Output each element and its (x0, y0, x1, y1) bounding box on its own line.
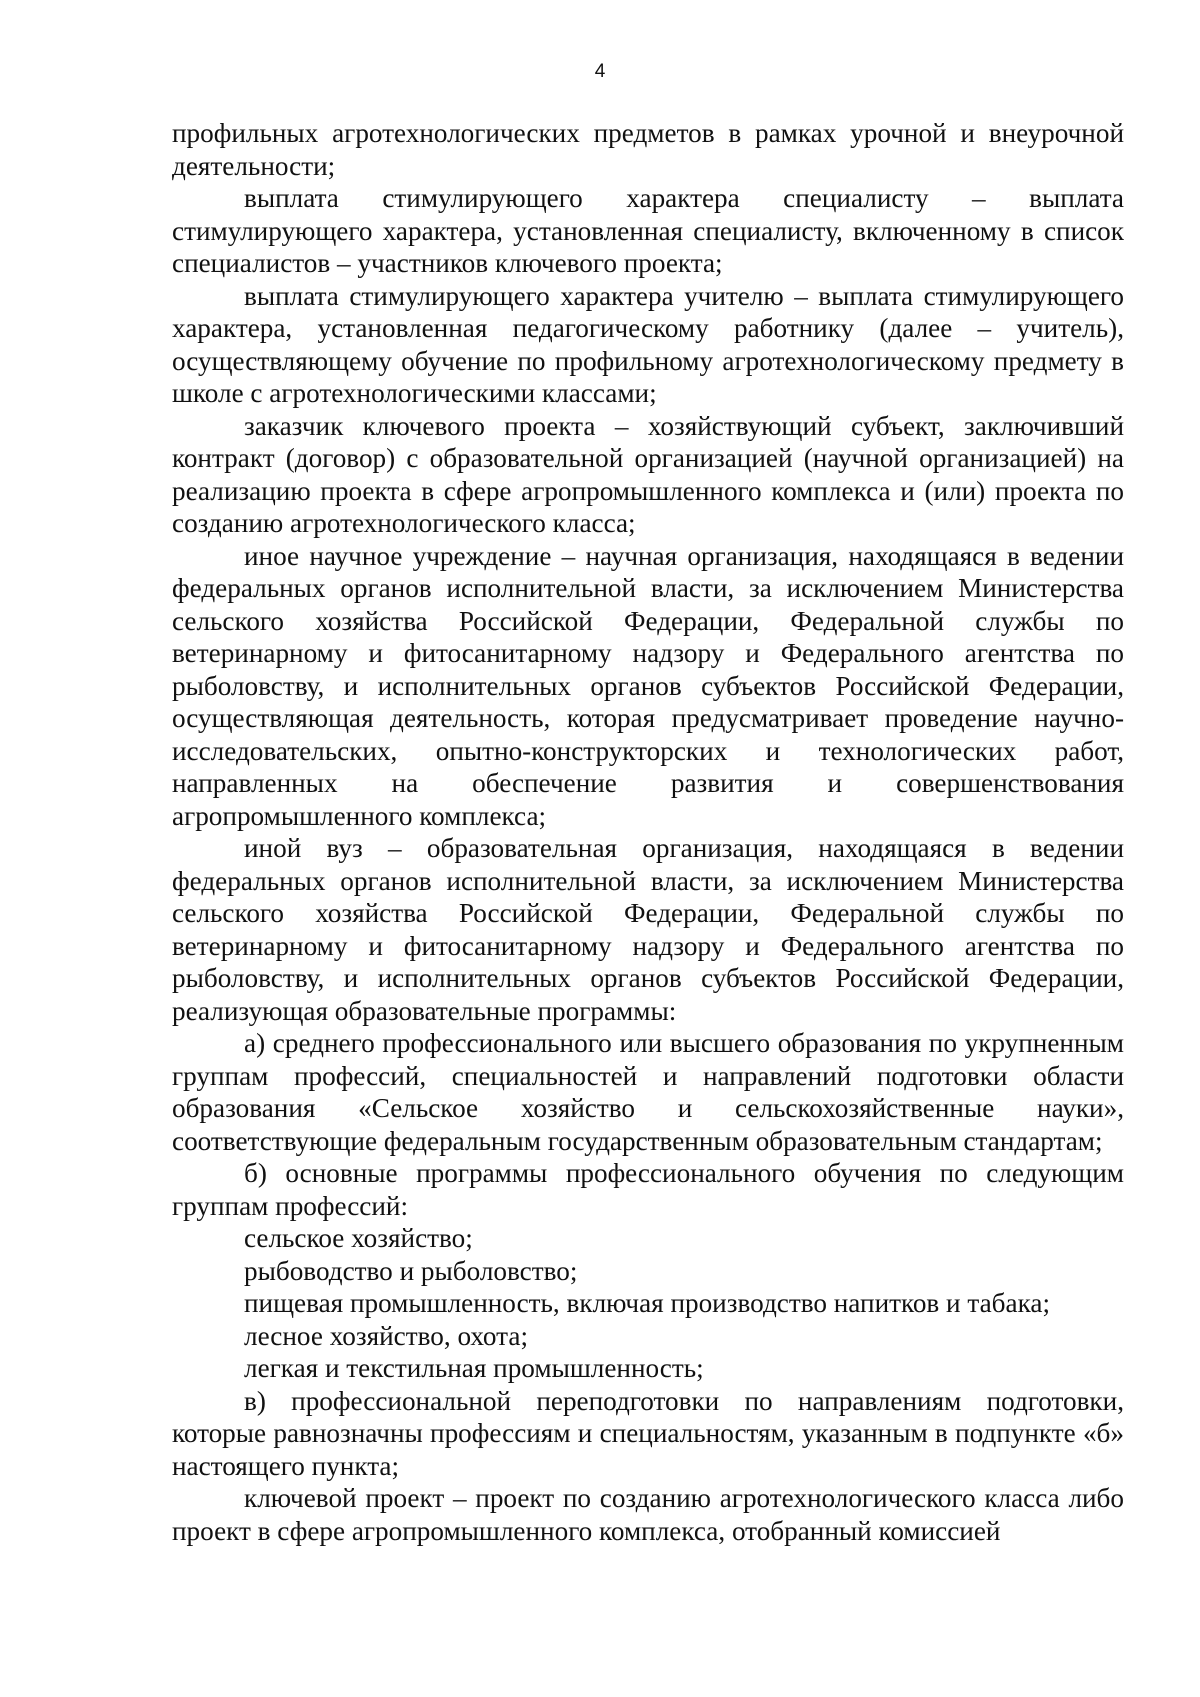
list-item: сельское хозяйство; (244, 1223, 473, 1253)
document-body (172, 117, 1124, 1547)
paragraph: ключевой проект – проект по созданию агротехнологического класса либо проект в сфере агропромышленного комплекса, отобранный комиссией (172, 1483, 1124, 1546)
paragraph: профильных агротехнологических предметов в рамках урочной и внеурочной деятельности; (172, 118, 1124, 181)
list-item: пищевая промышленность, включая производство напитков и табака; (244, 1288, 1050, 1318)
paragraph: выплата стимулирующего характера учителю – выплата стимулирующего характера, установленная педагогическому работнику (далее – учитель), осуществляющему обучение по профильному агротехнологическому предмету в школе с агротехнологическими классами; (172, 280, 1124, 408)
list-item: рыбоводство и рыболовство; (244, 1255, 578, 1286)
paragraph: иное научное учреждение – научная организация, находящаяся в ведении федеральных органов исполнительной власти, за исключением Министерства сельского хозяйства Российской Федерации, Федеральной службы по ветеринарному и фитосанитарному надзору и Федерального агентства по рыболовству, и исполнительных органов субъектов Российской Федерации, осуществляющая деятельность, которая предусматривает проведение научно-исследовательских, опытно-конструкторских и технологических работ, направленных на обеспечение развития и совершенствования агропромышленного комплекса; (172, 540, 1124, 831)
list-item: лесное хозяйство, охота; (244, 1320, 528, 1351)
paragraph: выплата стимулирующего характера специалисту – выплата стимулирующего характера, установленная специалисту, включенному в список специалистов – участников ключевого проекта; (172, 183, 1124, 278)
page-number: 4 (594, 61, 606, 82)
paragraph: заказчик ключевого проекта – хозяйствующий субъект, заключивший контракт (договор) с образовательной организацией (научной организацией) на реализацию проекта в сфере агропромышленного комплекса и (или) проекта по созданию агротехнологического класса; (172, 410, 1124, 538)
list-item: легкая и текстильная промышленность; (244, 1353, 704, 1383)
paragraph: б) основные программы профессионального обучения по следующим группам профессий: (172, 1158, 1124, 1221)
paragraph: а) среднего профессионального или высшего образования по укрупненным группам профессий, специальностей и направлений подготовки области образования «Сельское хозяйство и сельскохозяйственные науки», соответствующие федеральным государственным образовательным стандартам; (172, 1028, 1124, 1156)
paragraph: в) профессиональной переподготовки по направлениям подготовки, которые равнозначны профессиям и специальностям, указанным в подпункте «б» настоящего пункта; (172, 1385, 1124, 1481)
paragraph: иной вуз – образовательная организация, находящаяся в ведении федеральных органов исполнительной власти, за исключением Министерства сельского хозяйства Российской Федерации, Федеральной службы по ветеринарному и фитосанитарному надзору и Федерального агентства по рыболовству, и исполнительных органов субъектов Российской Федерации, реализующая образовательные программы: (172, 833, 1124, 1026)
